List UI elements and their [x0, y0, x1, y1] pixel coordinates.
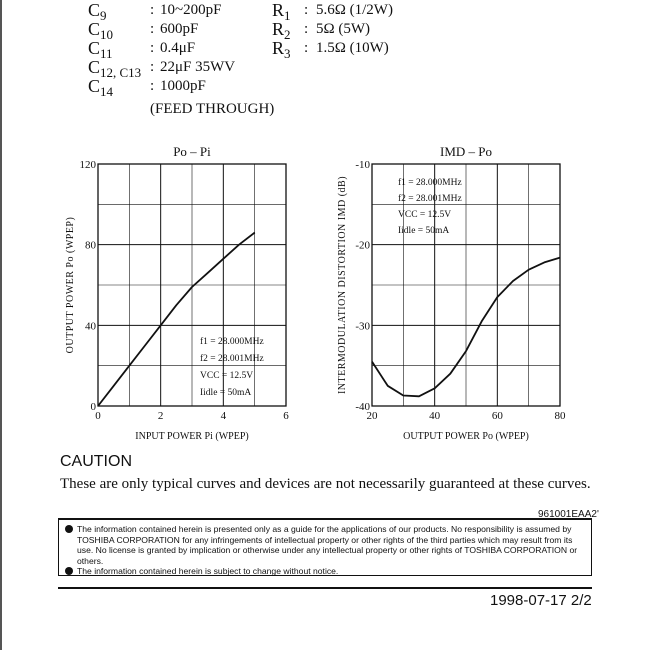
y-tick-label: -40 — [355, 401, 370, 413]
chart-2 — [337, 144, 566, 442]
condition-label: f1 = 28.000MHz — [200, 337, 264, 347]
component-colon: : — [304, 40, 309, 56]
component-value: 22μF 35WV — [160, 59, 236, 75]
component-symbol: $R_1$ — [272, 0, 291, 23]
notice-text: The information contained herein is presented only as a guide for the applications of our products. No responsibility is assumed by TOSHIBA CORPORATION for any infringements of intellectual property or other rights of the third parties which may result from its use. No license is granted by implication or otherwise under any intellectual property or other rights of TOSHIBA CORPORATION or others. — [77, 524, 578, 566]
x-tick-label: 0 — [95, 410, 101, 422]
x-axis-label: INPUT POWER Pi (WPEP) — [135, 431, 249, 442]
condition-label: f2 = 28.001MHz — [398, 194, 462, 204]
x-tick-label: 40 — [429, 410, 441, 422]
bullet-icon — [65, 567, 73, 575]
component-value: 1000pF — [160, 78, 206, 94]
component-symbol: $R_3$ — [272, 38, 291, 61]
component-colon: : — [304, 21, 309, 37]
y-tick-label: -10 — [355, 159, 370, 171]
component-colon: : — [150, 2, 155, 18]
component-value: 1.5Ω (10W) — [316, 40, 389, 56]
feed-through-note: (FEED THROUGH) — [150, 101, 275, 117]
component-colon: : — [304, 2, 309, 18]
document-code: 961001EAA2' — [538, 509, 599, 520]
component-symbol: $C_{11}$ — [88, 38, 113, 61]
footer-rule — [58, 587, 592, 589]
condition-label: f1 = 28.000MHz — [398, 178, 462, 188]
condition-label: Iidle = 50mA — [200, 388, 252, 398]
notice-item — [63, 524, 587, 566]
component-symbol: $C_{10}$ — [88, 19, 114, 42]
component-symbol: $C_{14}$ — [88, 76, 114, 99]
x-tick-label: 6 — [283, 410, 289, 422]
component-colon: : — [150, 40, 155, 56]
y-axis-label: OUTPUT POWER Po (WPEP) — [65, 216, 76, 354]
notice-text: The information contained herein is subject to change without notice. — [77, 566, 339, 576]
caution-title: CAUTION — [60, 453, 132, 470]
x-axis-label: OUTPUT POWER Po (WPEP) — [403, 431, 529, 442]
x-tick-label: 60 — [491, 410, 503, 422]
notice-box — [58, 518, 592, 576]
component-symbol: $R_2$ — [272, 19, 291, 42]
condition-label: Iidle = 50mA — [398, 226, 450, 236]
y-tick-label: 0 — [90, 401, 96, 413]
notice-item — [63, 566, 587, 577]
y-tick-label: 40 — [85, 320, 96, 333]
component-colon: : — [150, 59, 155, 75]
x-tick-label: 2 — [157, 410, 164, 422]
condition-label: VCC = 12.5V — [398, 210, 452, 220]
bullet-icon — [65, 525, 73, 533]
x-tick-label: 20 — [366, 410, 378, 422]
x-tick-label: 4 — [220, 410, 227, 422]
chart-title: IMD – Po — [439, 144, 493, 159]
component-value: 10~200pF — [160, 2, 222, 18]
component-value: 5.6Ω (1/2W) — [316, 2, 393, 18]
footer-date-page: 1998-07-17 2/2 — [490, 592, 592, 609]
chart-1 — [65, 144, 289, 442]
chart-title: Po – Pi — [173, 144, 211, 159]
x-tick-label: 80 — [554, 410, 566, 422]
y-tick-label: 80 — [85, 239, 96, 252]
y-tick-label: -30 — [355, 320, 370, 333]
component-value: 0.4μF — [160, 40, 196, 56]
y-tick-label: -20 — [355, 239, 370, 252]
y-tick-label: 120 — [79, 159, 96, 171]
condition-label: VCC = 12.5V — [200, 371, 254, 381]
component-colon: : — [150, 78, 155, 94]
component-colon: : — [150, 21, 155, 37]
y-axis-label: INTERMODULATION DISTORTION IMD (dB) — [337, 175, 348, 395]
caution-text: These are only typical curves and devices are not necessarily guaranteed at these curves. — [60, 476, 591, 492]
component-value: 600pF — [160, 21, 199, 37]
component-symbol: $C_9$ — [88, 0, 107, 23]
condition-label: f2 = 28.001MHz — [200, 354, 264, 364]
component-symbol: $C_{12, C13}$ — [88, 57, 142, 80]
component-value: 5Ω (5W) — [316, 21, 371, 37]
